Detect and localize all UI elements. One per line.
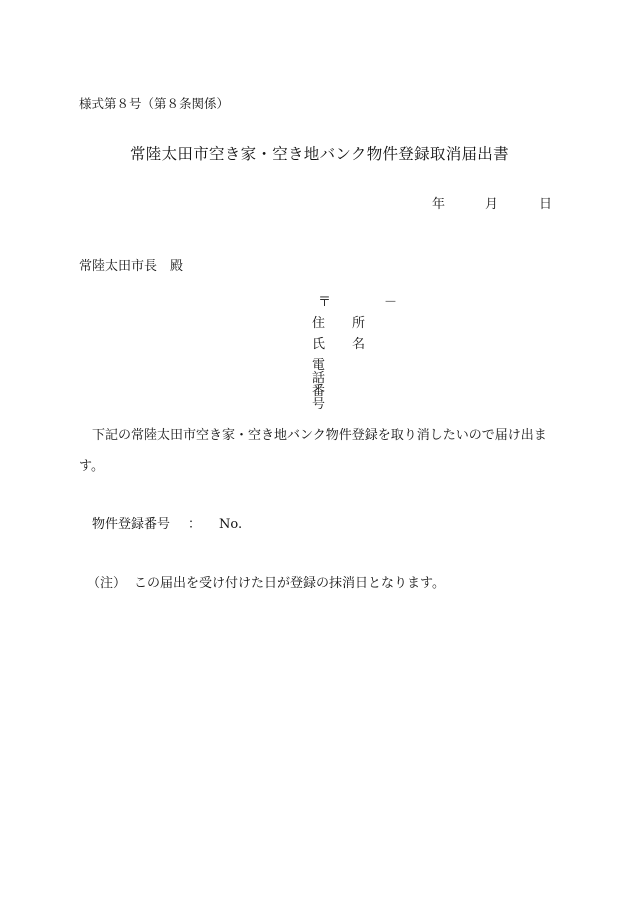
body-text: 下記の常陸太田市空き家・空き地バンク物件登録を取り消したいので届け出ます。 [79, 428, 547, 474]
postal-mark: 〒 [318, 295, 332, 310]
document-title: 常陸太田市空き家・空き地バンク物件登録取消届出書 [130, 145, 509, 163]
form-number: 様式第８号（第８条関係） [79, 96, 230, 111]
note-line [87, 577, 445, 590]
note-label: （注） [87, 576, 127, 591]
address-label-part-1: 住 [312, 316, 326, 331]
date-month-label: 月 [485, 197, 499, 212]
date-day-label: 日 [539, 197, 553, 212]
addressee: 常陸太田市長 殿 [79, 259, 184, 274]
property-number-colon: ： [188, 517, 202, 532]
property-number-value: No. [219, 517, 243, 532]
name-label-part-1: 氏 [312, 337, 326, 352]
phone-label: 電話番号 [312, 358, 326, 412]
name-label-part-2: 名 [352, 337, 366, 352]
note-text: この届出を受け付けた日が登録の抹消日となります。 [134, 576, 445, 591]
date-year-label: 年 [432, 197, 446, 212]
address-label-part-2: 所 [352, 316, 366, 331]
property-number-label: 物件登録番号 [92, 517, 171, 532]
postal-dash: － [384, 295, 398, 310]
property-number-line [92, 518, 242, 531]
